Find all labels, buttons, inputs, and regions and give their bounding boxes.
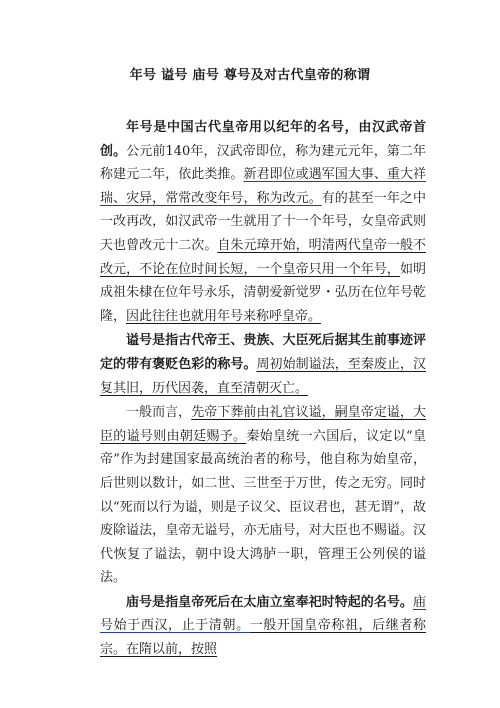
paragraph-miaohao xyxy=(100,591,426,662)
sentence: 如明成祖朱棣在位年号永乐，清朝爱新觉罗・弘历在位年号乾隆， xyxy=(100,261,426,324)
underlined-sentence: 先帝下葬前由礼官议谥，嗣皇帝定谥，大臣的谥号则由朝廷赐予。 xyxy=(100,405,426,444)
underlined-sentence: 庙号始于西汉，止于清朝。 xyxy=(100,594,426,634)
page-title: 年号 谥号 庙号 尊号及对古代皇帝的称谓 xyxy=(129,68,371,83)
sentence: 一般而言， xyxy=(126,405,192,421)
paragraph-lead: 年号是中国古代皇帝用以纪年的名号，由汉武帝首创。 xyxy=(100,120,426,159)
paragraph-shihao xyxy=(100,329,426,400)
paragraph-yishi xyxy=(100,401,426,590)
paragraph-lead: 庙号是指皇帝死后在太庙立室奉祀时特起的名号。 xyxy=(126,594,413,610)
document-body xyxy=(100,116,426,662)
underlined-sentence: 因此往往也就用年号来称呼皇帝。 xyxy=(126,308,322,324)
sentence: 公元前140年，汉武帝即位，称为建元元年，第二年称建元二年，依此类推。 xyxy=(100,143,426,183)
underlined-sentence: 新君即位或遇军国大事、重大祥瑞、灾异，常常改变年号，称为改元。 xyxy=(100,167,426,206)
underlined-sentence: 一般开国皇帝称祖，后继者称宗。在隋以前，按照 xyxy=(100,618,426,658)
underlined-sentence: 自朱元璋开始，明清两代皇帝一般不改元，不论在位时间长短，一个皇帝只用一个年号， xyxy=(100,237,426,277)
sentence: 有的甚至一年之中一改再改，如汉武帝一生就用了十一个年号，女皇帝武则天也曾改元十二次。 xyxy=(100,190,426,253)
underlined-sentence: 周初始制谥法，至秦废止，汉复其旧，历代因袭，直至清朝灭亡。 xyxy=(100,356,426,396)
sentence: 秦始皇统一六国后，议定以“皇帝”作为封建国家最高统治者的称号，他自称为始皇帝，后世则以数计，如二世、三世至于万世，传之无穷。同时以“死而以行为谥，则是子议父、臣议君也，甚无谓”，故废除谥法，皇帝无谥号，亦无庙号，对大臣也不赐谥。汉代恢复了谥法，朝中设大鸿胪一职，管理王公列侯的谥法。 xyxy=(100,428,426,586)
paragraph-lead: 谥号是指古代帝王、贵族、大臣死后据其生前事迹评定的带有褒贬色彩的称号。 xyxy=(100,333,426,372)
paragraph-nianhao xyxy=(100,116,426,328)
